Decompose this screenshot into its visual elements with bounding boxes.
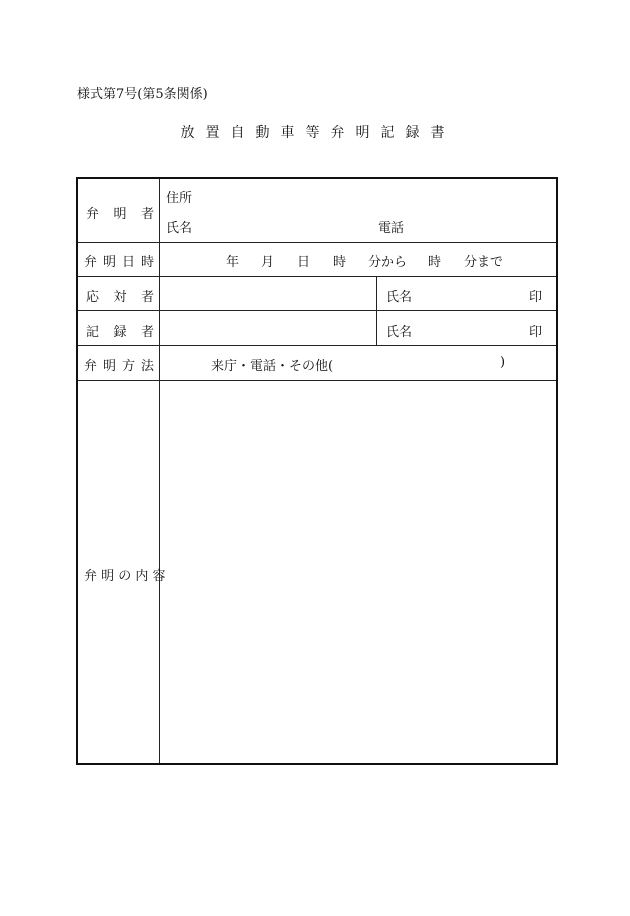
recorder-name-label: 氏名 (386, 325, 413, 340)
row-divider-2 (78, 276, 556, 277)
phone-label: 電話 (378, 221, 405, 236)
respondent-seal: 印 (529, 290, 543, 305)
row-divider-3 (78, 310, 556, 311)
minute-to-unit: 分まで (464, 255, 504, 270)
method-label: 弁 明 方 法 (84, 359, 154, 374)
name-column-divider-1 (376, 277, 377, 345)
minute-from-unit: 分から (368, 255, 408, 270)
respondent-name-label: 氏名 (386, 290, 413, 305)
form-number: 様式第7号(第5条関係) (77, 87, 208, 102)
document-title: 放置自動車等弁明記録書 (180, 125, 456, 141)
year-unit: 年 (226, 255, 240, 270)
recorder-label: 記 録 者 (86, 325, 154, 340)
content-label: 弁 明 の 内 容 (84, 569, 166, 584)
day-unit: 日 (297, 255, 311, 270)
record-form-table (76, 177, 558, 765)
method-options: 来庁・電話・その他( (211, 359, 334, 374)
month-unit: 月 (261, 255, 275, 270)
address-label: 住所 (166, 191, 193, 206)
explainer-name-label: 氏名 (166, 221, 193, 236)
row-divider-1 (78, 242, 556, 243)
recorder-seal: 印 (529, 325, 543, 340)
row-divider-5 (78, 380, 556, 381)
hour-from-unit: 時 (333, 255, 347, 270)
method-close-paren: ) (500, 355, 506, 370)
respondent-label: 応 対 者 (86, 290, 154, 305)
explainer-label: 弁 明 者 (86, 207, 154, 222)
row-divider-4 (78, 345, 556, 346)
datetime-label: 弁 明 日 時 (84, 255, 154, 270)
hour-to-unit: 時 (428, 255, 442, 270)
